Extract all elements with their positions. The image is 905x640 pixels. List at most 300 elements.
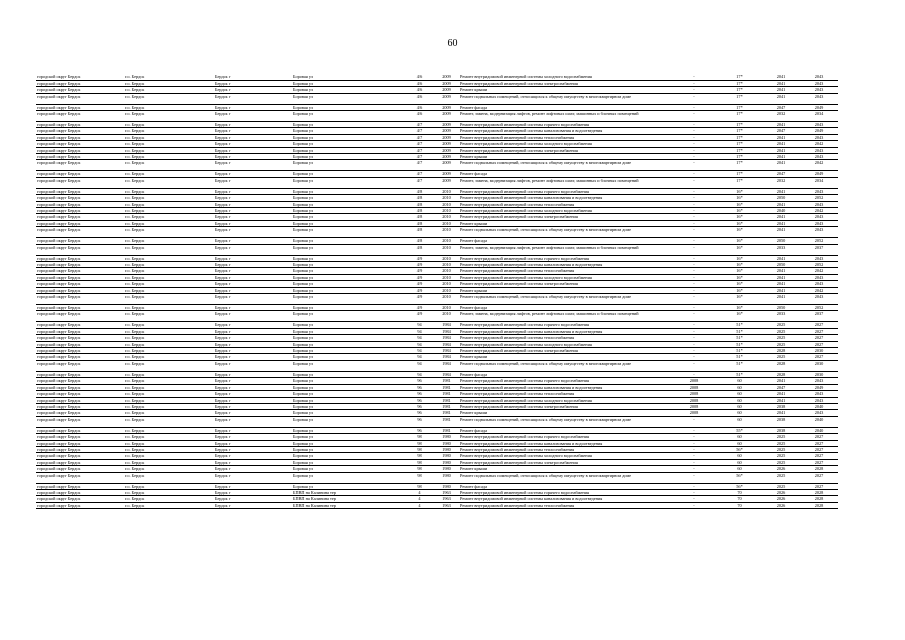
- end-year-cell: 2043: [800, 274, 838, 280]
- end-year-cell: 2049: [800, 104, 838, 110]
- city-cell: Бердск г: [214, 496, 292, 502]
- street-cell: Боровая ул: [292, 121, 405, 127]
- wear-cell: 17*: [717, 160, 762, 171]
- last-repair-cell: 2008: [671, 378, 717, 384]
- end-year-cell: 2037: [800, 311, 838, 322]
- wear-cell: 17*: [717, 153, 762, 159]
- wear-cell: 51*: [717, 371, 762, 377]
- last-repair-cell: -: [671, 416, 717, 427]
- municipality-cell: городской округ Бердск: [36, 128, 124, 134]
- city-cell: Бердск г: [214, 341, 292, 347]
- wear-cell: 17*: [717, 177, 762, 188]
- work-type-cell: Ремонт крыши: [459, 466, 671, 472]
- year-built-cell: 1980: [434, 459, 459, 465]
- city-cell: Бердск г: [214, 466, 292, 472]
- end-year-cell: 2027: [800, 446, 838, 452]
- start-year-cell: 2038: [762, 416, 800, 427]
- last-repair-cell: -: [671, 274, 717, 280]
- municipality-cell: городской округ Бердск: [36, 188, 124, 194]
- work-type-cell: Ремонт, замена, модернизация лифтов, ремонт лифтовых шахт, машинных и блочных помещений: [459, 177, 671, 188]
- start-year-cell: 2041: [762, 134, 800, 140]
- street-cell: Боровая ул: [292, 287, 405, 293]
- district-cell: г.о. Бердск: [124, 121, 214, 127]
- house-cell: 4/9: [405, 274, 434, 280]
- municipality-cell: городской округ Бердск: [36, 416, 124, 427]
- work-type-cell: Ремонт внутридомовой инженерной системы электроснабжения: [459, 214, 671, 220]
- street-cell: Боровая ул: [292, 255, 405, 261]
- work-type-cell: Ремонт внутридомовой инженерной системы электроснабжения: [459, 459, 671, 465]
- city-cell: Бердск г: [214, 281, 292, 287]
- wear-cell: 60: [717, 403, 762, 409]
- end-year-cell: 2043: [800, 153, 838, 159]
- work-type-cell: Ремонт фасада: [459, 305, 671, 311]
- year-built-cell: 2009: [434, 74, 459, 80]
- street-cell: Боровая ул: [292, 134, 405, 140]
- municipality-cell: городской округ Бердск: [36, 274, 124, 280]
- district-cell: г.о. Бердск: [124, 378, 214, 384]
- wear-cell: 16*: [717, 294, 762, 305]
- work-type-cell: Ремонт внутридомовой инженерной системы холодного водоснабжения: [459, 207, 671, 213]
- year-built-cell: 1984: [434, 341, 459, 347]
- start-year-cell: 2047: [762, 171, 800, 177]
- year-built-cell: 2010: [434, 201, 459, 207]
- last-repair-cell: -: [671, 459, 717, 465]
- start-year-cell: 2025: [762, 459, 800, 465]
- street-cell: Боровая ул: [292, 348, 405, 354]
- start-year-cell: 2033: [762, 244, 800, 255]
- municipality-cell: городской округ Бердск: [36, 121, 124, 127]
- start-year-cell: 2041: [762, 74, 800, 80]
- house-cell: 4/9: [405, 294, 434, 305]
- wear-cell: 55*: [717, 427, 762, 433]
- district-cell: г.о. Бердск: [124, 93, 214, 104]
- street-cell: Боровая ул: [292, 371, 405, 377]
- year-built-cell: 2009: [434, 121, 459, 127]
- end-year-cell: 2052: [800, 238, 838, 244]
- street-cell: Боровая ул: [292, 110, 405, 121]
- municipality-cell: городской округ Бердск: [36, 378, 124, 384]
- city-cell: Бердск г: [214, 397, 292, 403]
- street-cell: Боровая ул: [292, 341, 405, 347]
- district-cell: г.о. Бердск: [124, 305, 214, 311]
- wear-cell: 16*: [717, 220, 762, 226]
- year-built-cell: 2010: [434, 287, 459, 293]
- end-year-cell: 2030: [800, 348, 838, 354]
- last-repair-cell: -: [671, 93, 717, 104]
- end-year-cell: 2049: [800, 128, 838, 134]
- city-cell: Бердск г: [214, 274, 292, 280]
- year-built-cell: 1963: [434, 496, 459, 502]
- last-repair-cell: -: [671, 227, 717, 238]
- municipality-cell: городской округ Бердск: [36, 305, 124, 311]
- city-cell: Бердск г: [214, 80, 292, 86]
- work-type-cell: Ремонт внутридомовой инженерной системы холодного водоснабжения: [459, 397, 671, 403]
- last-repair-cell: -: [671, 214, 717, 220]
- district-cell: г.о. Бердск: [124, 434, 214, 440]
- street-cell: Боровая ул: [292, 74, 405, 80]
- start-year-cell: 2028: [762, 371, 800, 377]
- street-cell: БПВП на Калинина тер: [292, 489, 405, 495]
- street-cell: Боровая ул: [292, 160, 405, 171]
- city-cell: Бердск г: [214, 134, 292, 140]
- wear-cell: 60: [717, 440, 762, 446]
- end-year-cell: 2043: [800, 74, 838, 80]
- street-cell: Боровая ул: [292, 93, 405, 104]
- year-built-cell: 2009: [434, 134, 459, 140]
- wear-cell: 51*: [717, 328, 762, 334]
- city-cell: Бердск г: [214, 348, 292, 354]
- city-cell: Бердск г: [214, 227, 292, 238]
- house-cell: 94: [405, 341, 434, 347]
- house-cell: 4/7: [405, 171, 434, 177]
- municipality-cell: городской округ Бердск: [36, 360, 124, 371]
- district-cell: г.о. Бердск: [124, 416, 214, 427]
- city-cell: Бердск г: [214, 472, 292, 483]
- city-cell: Бердск г: [214, 328, 292, 334]
- municipality-cell: городской округ Бердск: [36, 160, 124, 171]
- end-year-cell: 2037: [800, 244, 838, 255]
- house-cell: 4/9: [405, 255, 434, 261]
- district-cell: г.о. Бердск: [124, 147, 214, 153]
- wear-cell: 17*: [717, 104, 762, 110]
- start-year-cell: 2041: [762, 160, 800, 171]
- city-cell: Бердск г: [214, 378, 292, 384]
- city-cell: Бердск г: [214, 110, 292, 121]
- end-year-cell: 2043: [800, 201, 838, 207]
- end-year-cell: 2028: [800, 496, 838, 502]
- last-repair-cell: -: [671, 489, 717, 495]
- city-cell: Бердск г: [214, 335, 292, 341]
- house-cell: 96: [405, 416, 434, 427]
- municipality-cell: городской округ Бердск: [36, 466, 124, 472]
- street-cell: БПВП на Калинина тер: [292, 496, 405, 502]
- start-year-cell: 2041: [762, 274, 800, 280]
- municipality-cell: городской округ Бердск: [36, 403, 124, 409]
- wear-cell: 17*: [717, 93, 762, 104]
- wear-cell: 70: [717, 496, 762, 502]
- year-built-cell: 2010: [434, 220, 459, 226]
- year-built-cell: 1981: [434, 416, 459, 427]
- start-year-cell: 2025: [762, 328, 800, 334]
- municipality-cell: городской округ Бердск: [36, 440, 124, 446]
- street-cell: Боровая ул: [292, 403, 405, 409]
- year-built-cell: 2010: [434, 281, 459, 287]
- start-year-cell: 2041: [762, 121, 800, 127]
- wear-cell: 60: [717, 397, 762, 403]
- city-cell: Бердск г: [214, 434, 292, 440]
- house-cell: 96: [405, 427, 434, 433]
- house-cell: 4/6: [405, 87, 434, 93]
- city-cell: Бердск г: [214, 201, 292, 207]
- end-year-cell: 2042: [800, 268, 838, 274]
- table-row: [36, 360, 838, 371]
- street-cell: Боровая ул: [292, 201, 405, 207]
- city-cell: Бердск г: [214, 104, 292, 110]
- last-repair-cell: -: [671, 268, 717, 274]
- house-cell: 4/7: [405, 177, 434, 188]
- municipality-cell: городской округ Бердск: [36, 489, 124, 495]
- work-type-cell: Ремонт внутридомовой инженерной системы электроснабжения: [459, 403, 671, 409]
- year-built-cell: 1981: [434, 378, 459, 384]
- house-cell: 98: [405, 472, 434, 483]
- district-cell: г.о. Бердск: [124, 360, 214, 371]
- wear-cell: 60: [717, 434, 762, 440]
- last-repair-cell: -: [671, 354, 717, 360]
- wear-cell: 17*: [717, 74, 762, 80]
- house-cell: 4/9: [405, 268, 434, 274]
- start-year-cell: 2041: [762, 281, 800, 287]
- year-built-cell: 1963: [434, 489, 459, 495]
- last-repair-cell: 2008: [671, 391, 717, 397]
- start-year-cell: 2041: [762, 397, 800, 403]
- start-year-cell: 2041: [762, 255, 800, 261]
- end-year-cell: 2027: [800, 459, 838, 465]
- wear-cell: 16*: [717, 287, 762, 293]
- wear-cell: 16*: [717, 281, 762, 287]
- wear-cell: 70: [717, 489, 762, 495]
- wear-cell: 51*: [717, 341, 762, 347]
- municipality-cell: городской округ Бердск: [36, 322, 124, 328]
- work-type-cell: Ремонт фасада: [459, 171, 671, 177]
- district-cell: г.о. Бердск: [124, 496, 214, 502]
- wear-cell: 60: [717, 391, 762, 397]
- last-repair-cell: -: [671, 483, 717, 489]
- last-repair-cell: 2008: [671, 403, 717, 409]
- start-year-cell: 2041: [762, 220, 800, 226]
- table-row: [36, 472, 838, 483]
- wear-cell: 51*: [717, 335, 762, 341]
- start-year-cell: 2050: [762, 238, 800, 244]
- municipality-cell: городской округ Бердск: [36, 348, 124, 354]
- year-built-cell: 2010: [434, 294, 459, 305]
- end-year-cell: 2052: [800, 195, 838, 201]
- start-year-cell: 2041: [762, 93, 800, 104]
- municipality-cell: городской округ Бердск: [36, 459, 124, 465]
- municipality-cell: городской округ Бердск: [36, 434, 124, 440]
- start-year-cell: 2038: [762, 427, 800, 433]
- city-cell: Бердск г: [214, 141, 292, 147]
- wear-cell: 51*: [717, 354, 762, 360]
- municipality-cell: городской округ Бердск: [36, 177, 124, 188]
- municipality-cell: городской округ Бердск: [36, 214, 124, 220]
- city-cell: Бердск г: [214, 287, 292, 293]
- district-cell: г.о. Бердск: [124, 188, 214, 194]
- end-year-cell: 2030: [800, 371, 838, 377]
- street-cell: Боровая ул: [292, 153, 405, 159]
- municipality-cell: городской округ Бердск: [36, 87, 124, 93]
- wear-cell: 60: [717, 459, 762, 465]
- start-year-cell: 2025: [762, 472, 800, 483]
- end-year-cell: 2043: [800, 220, 838, 226]
- district-cell: г.о. Бердск: [124, 294, 214, 305]
- end-year-cell: 2043: [800, 378, 838, 384]
- house-cell: 4/8: [405, 188, 434, 194]
- start-year-cell: 2025: [762, 483, 800, 489]
- start-year-cell: 2047: [762, 384, 800, 390]
- municipality-cell: городской округ Бердск: [36, 207, 124, 213]
- house-cell: 96: [405, 378, 434, 384]
- district-cell: г.о. Бердск: [124, 195, 214, 201]
- work-type-cell: Ремонт, замена, модернизация лифтов, ремонт лифтовых шахт, машинных и блочных помещений: [459, 110, 671, 121]
- district-cell: г.о. Бердск: [124, 322, 214, 328]
- wear-cell: 17*: [717, 147, 762, 153]
- start-year-cell: 2032: [762, 110, 800, 121]
- start-year-cell: 2025: [762, 341, 800, 347]
- work-type-cell: Ремонт, замена, модернизация лифтов, ремонт лифтовых шахт, машинных и блочных помещений: [459, 311, 671, 322]
- municipality-cell: городской округ Бердск: [36, 294, 124, 305]
- work-type-cell: Ремонт подвальных помещений, относящихся к общему имуществу в многоквартирном доме: [459, 416, 671, 427]
- street-cell: Боровая ул: [292, 328, 405, 334]
- work-type-cell: Ремонт подвальных помещений, относящихся к общему имуществу в многоквартирном доме: [459, 360, 671, 371]
- municipality-cell: городской округ Бердск: [36, 147, 124, 153]
- last-repair-cell: -: [671, 141, 717, 147]
- end-year-cell: 2043: [800, 397, 838, 403]
- start-year-cell: 2041: [762, 153, 800, 159]
- start-year-cell: 2028: [762, 360, 800, 371]
- end-year-cell: 2042: [800, 141, 838, 147]
- wear-cell: 16*: [717, 214, 762, 220]
- district-cell: г.о. Бердск: [124, 141, 214, 147]
- wear-cell: 16*: [717, 201, 762, 207]
- work-type-cell: Ремонт фасада: [459, 238, 671, 244]
- year-built-cell: 1984: [434, 348, 459, 354]
- start-year-cell: 2041: [762, 141, 800, 147]
- work-type-cell: Ремонт крыши: [459, 287, 671, 293]
- street-cell: Боровая ул: [292, 453, 405, 459]
- street-cell: Боровая ул: [292, 434, 405, 440]
- last-repair-cell: -: [671, 207, 717, 213]
- district-cell: г.о. Бердск: [124, 153, 214, 159]
- city-cell: Бердск г: [214, 207, 292, 213]
- house-cell: 4: [405, 502, 434, 508]
- last-repair-cell: -: [671, 440, 717, 446]
- city-cell: Бердск г: [214, 446, 292, 452]
- street-cell: Боровая ул: [292, 147, 405, 153]
- end-year-cell: 2040: [800, 416, 838, 427]
- year-built-cell: 1981: [434, 391, 459, 397]
- district-cell: г.о. Бердск: [124, 281, 214, 287]
- house-cell: 94: [405, 328, 434, 334]
- work-type-cell: Ремонт фасада: [459, 104, 671, 110]
- last-repair-cell: -: [671, 311, 717, 322]
- city-cell: Бердск г: [214, 93, 292, 104]
- street-cell: Боровая ул: [292, 171, 405, 177]
- city-cell: Бердск г: [214, 384, 292, 390]
- last-repair-cell: -: [671, 74, 717, 80]
- district-cell: г.о. Бердск: [124, 341, 214, 347]
- last-repair-cell: -: [671, 171, 717, 177]
- city-cell: Бердск г: [214, 255, 292, 261]
- work-type-cell: Ремонт внутридомовой инженерной системы канализования и водоотведения: [459, 384, 671, 390]
- last-repair-cell: -: [671, 371, 717, 377]
- house-cell: 4: [405, 496, 434, 502]
- wear-cell: 17*: [717, 87, 762, 93]
- start-year-cell: 2041: [762, 227, 800, 238]
- city-cell: Бердск г: [214, 153, 292, 159]
- work-type-cell: Ремонт фасада: [459, 427, 671, 433]
- start-year-cell: 2041: [762, 391, 800, 397]
- street-cell: Боровая ул: [292, 354, 405, 360]
- city-cell: Бердск г: [214, 74, 292, 80]
- wear-cell: 16*: [717, 238, 762, 244]
- house-cell: 96: [405, 403, 434, 409]
- wear-cell: 16*: [717, 207, 762, 213]
- wear-cell: 16*: [717, 255, 762, 261]
- year-built-cell: 2009: [434, 93, 459, 104]
- table-row: [36, 294, 838, 305]
- last-repair-cell: -: [671, 195, 717, 201]
- last-repair-cell: -: [671, 177, 717, 188]
- street-cell: Боровая ул: [292, 238, 405, 244]
- municipality-cell: городской округ Бердск: [36, 311, 124, 322]
- start-year-cell: 2028: [762, 348, 800, 354]
- work-type-cell: Ремонт внутридомовой инженерной системы теплоснабжения: [459, 391, 671, 397]
- city-cell: Бердск г: [214, 238, 292, 244]
- last-repair-cell: -: [671, 328, 717, 334]
- end-year-cell: 2043: [800, 281, 838, 287]
- end-year-cell: 2027: [800, 453, 838, 459]
- year-built-cell: 2010: [434, 227, 459, 238]
- municipality-cell: городской округ Бердск: [36, 391, 124, 397]
- house-cell: 4/8: [405, 195, 434, 201]
- street-cell: Боровая ул: [292, 483, 405, 489]
- city-cell: Бердск г: [214, 416, 292, 427]
- municipality-cell: городской округ Бердск: [36, 281, 124, 287]
- wear-cell: 60: [717, 384, 762, 390]
- city-cell: Бердск г: [214, 391, 292, 397]
- house-cell: 94: [405, 354, 434, 360]
- house-cell: 98: [405, 440, 434, 446]
- district-cell: г.о. Бердск: [124, 74, 214, 80]
- start-year-cell: 2025: [762, 322, 800, 328]
- year-built-cell: 1981: [434, 410, 459, 416]
- house-cell: 94: [405, 322, 434, 328]
- municipality-cell: городской округ Бердск: [36, 354, 124, 360]
- municipality-cell: городской округ Бердск: [36, 134, 124, 140]
- municipality-cell: городской округ Бердск: [36, 80, 124, 86]
- work-type-cell: Ремонт внутридомовой инженерной системы канализования и водоотведения: [459, 328, 671, 334]
- last-repair-cell: -: [671, 262, 717, 268]
- district-cell: г.о. Бердск: [124, 134, 214, 140]
- last-repair-cell: -: [671, 453, 717, 459]
- district-cell: г.о. Бердск: [124, 238, 214, 244]
- house-cell: 98: [405, 434, 434, 440]
- end-year-cell: 2028: [800, 489, 838, 495]
- municipality-cell: городской округ Бердск: [36, 153, 124, 159]
- last-repair-cell: -: [671, 427, 717, 433]
- wear-cell: 70: [717, 502, 762, 508]
- work-type-cell: Ремонт внутридомовой инженерной системы теплоснабжения: [459, 502, 671, 508]
- last-repair-cell: -: [671, 466, 717, 472]
- street-cell: Боровая ул: [292, 207, 405, 213]
- last-repair-cell: -: [671, 341, 717, 347]
- street-cell: Боровая ул: [292, 378, 405, 384]
- house-cell: 98: [405, 446, 434, 452]
- street-cell: Боровая ул: [292, 294, 405, 305]
- district-cell: г.о. Бердск: [124, 440, 214, 446]
- city-cell: Бердск г: [214, 177, 292, 188]
- city-cell: Бердск г: [214, 354, 292, 360]
- work-type-cell: Ремонт крыши: [459, 410, 671, 416]
- table-row: [36, 416, 838, 427]
- year-built-cell: 1981: [434, 403, 459, 409]
- year-built-cell: 2010: [434, 188, 459, 194]
- start-year-cell: 2033: [762, 311, 800, 322]
- end-year-cell: 2043: [800, 93, 838, 104]
- wear-cell: 56*: [717, 472, 762, 483]
- house-cell: 96: [405, 384, 434, 390]
- district-cell: г.о. Бердск: [124, 207, 214, 213]
